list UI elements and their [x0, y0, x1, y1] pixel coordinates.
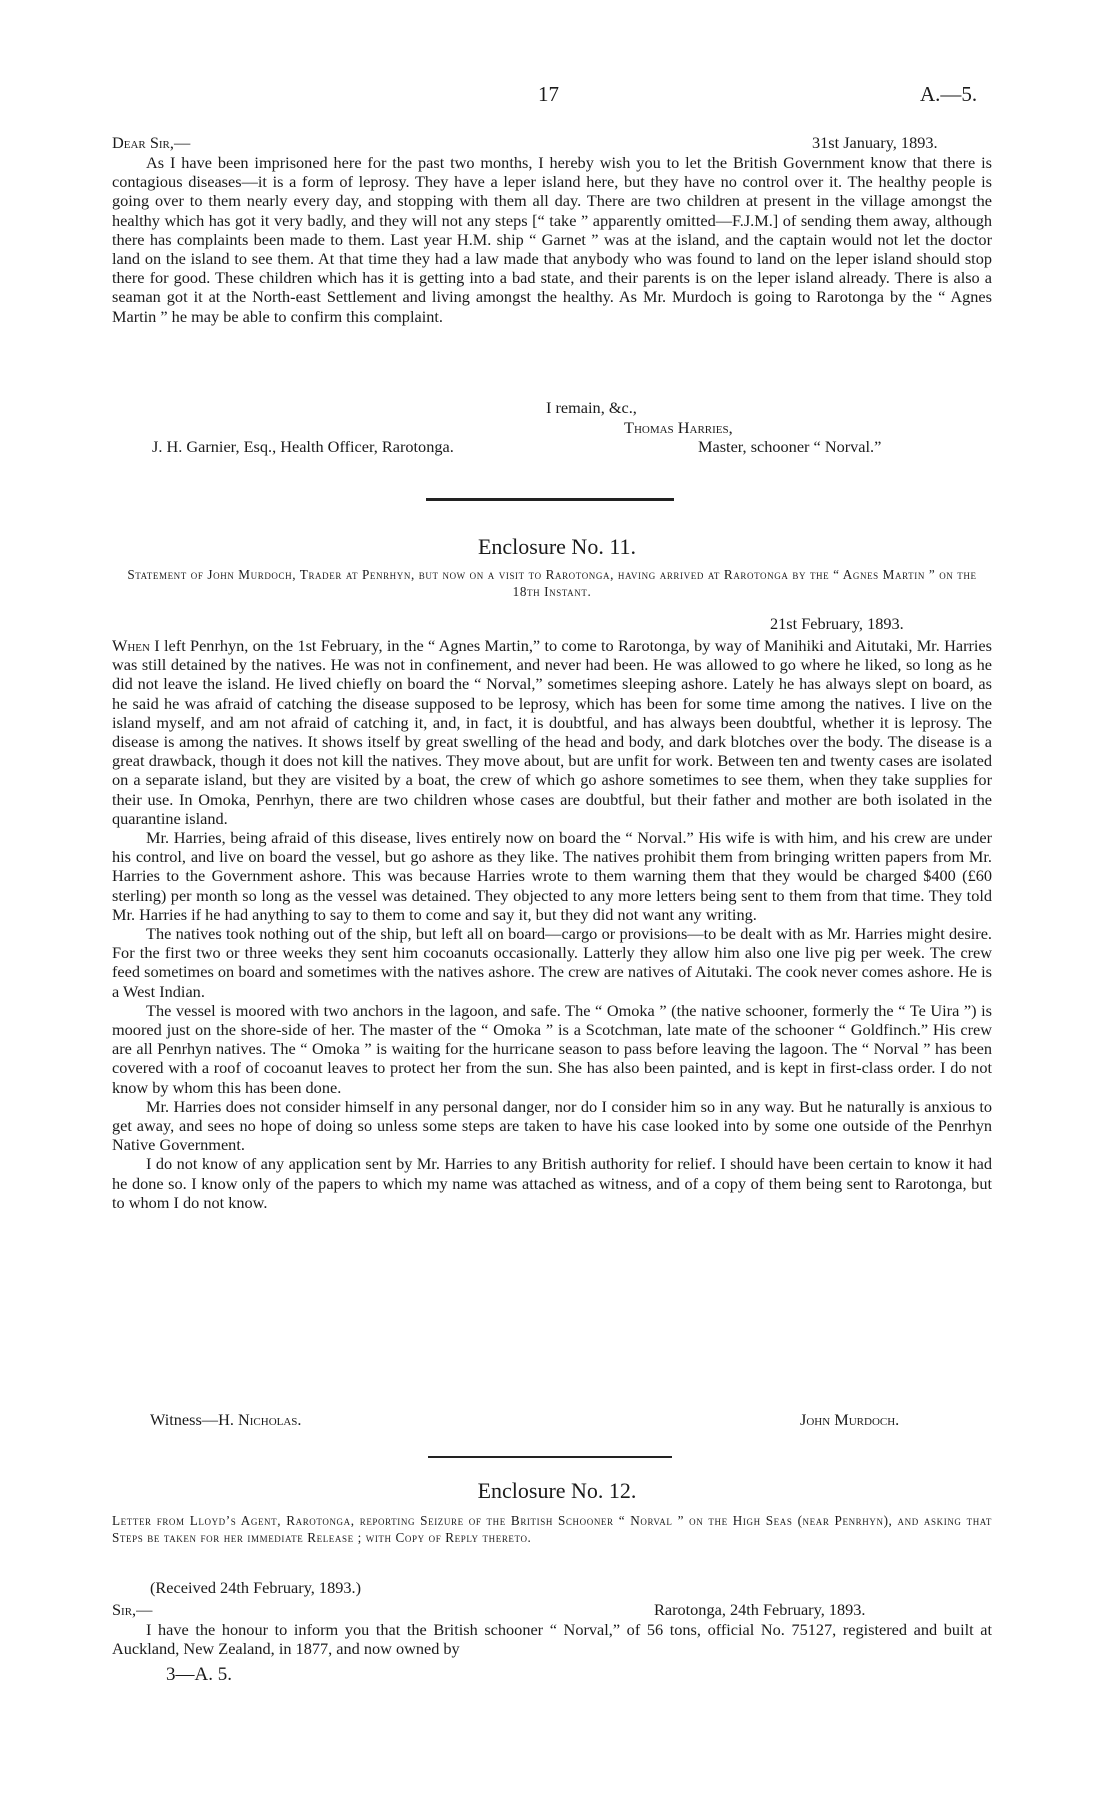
enclosure12-received: (Received 24th February, 1893.) [150, 1578, 361, 1597]
enclosure11-witness [150, 1410, 302, 1430]
letter1-body-block [112, 153, 992, 326]
enclosure12-title: Enclosure No. 12. [477, 1478, 637, 1503]
letter1-closing: I remain, &c., [546, 398, 637, 417]
letter1-salutation: Dear Sir,— [112, 133, 191, 152]
section-divider [426, 498, 674, 501]
section-divider [428, 1456, 672, 1458]
enclosure11-paragraph: The vessel is moored with two anchors in the lagoon, and safe. The “ Omoka ” (the native schooner, formerly the “ Te Uira ”) is moored just on the shore-side of her. The master of the “ Omoka ” is a Scotchman, late mate of the schooner “ Goldfinch.” His crew are all Penrhyn natives. The “ Omoka ” is waiting for the hurricane season to pass before leaving the lagoon. The “ Norval ” has been covered with a roof of cocoanut leaves to protect her from the sun. She has also been painted, and is kept in first-class order. I do not know by whom this has been done. [112, 1000, 992, 1097]
enclosure12-date: Rarotonga, 24th February, 1893. [654, 1600, 866, 1619]
letter1-signature: Thomas Harries, [624, 418, 733, 437]
letter1-signature-title: Master, schooner “ Norval.” [698, 437, 882, 456]
enclosure12-salutation: Sir,— [112, 1600, 153, 1619]
witness-prefix: Witness— [150, 1410, 219, 1429]
enclosure11-signature: John Murdoch. [800, 1410, 900, 1429]
enclosure12-body-block [112, 1620, 992, 1658]
witness-name: H. Nicholas. [218, 1410, 302, 1429]
enclosure11-paragraph-text: I left Penrhyn, on the 1st February, in the “ Agnes Martin,” to come to Rarotonga, by way of Manihiki and Aitutaki, Mr. Harries was still detained by the natives. He was not in confinement, and never had been. He was allowed to go where he liked, so long as he did not leave the island. He lived chiefly on board the “ Norval,” sometimes sleeping ashore. Lately he has always slept on board, as he said he was afraid of catching the disease supposed to be leprosy, which has been for some time among the natives. I live on the island myself, and am not afraid of catching it, and, in fact, it is doubtful, and has always been doubtful, whether it is leprosy. The disease is among the natives. It shows itself by great swelling of the head and body, and dark blotches over the body. The disease is a great drawback, though it does not kill the natives. They move about, but are unfit for work. Between ten and twenty cases are isolated on a separate island, but they are visited by a boat, the crew of which go ashore sometimes to see them, when they take supplies for their use. In Omoka, Penrhyn, there are two children whose cases are doubtful, but their father and mother are both isolated in the quarantine island. [112, 636, 992, 828]
enclosure11-subtitle: Statement of John Murdoch, Trader at Penrhyn, but now on a visit to Rarotonga, having arrived at Rarotonga by the “ Agnes Martin ” on the 18th Instant. [127, 567, 977, 599]
enclosure12-body: I have the honour to inform you that the British schooner “ Norval,” of 56 tons, official No. 75127, registered and built at Auckland, New Zealand, in 1877, and now owned by [112, 1620, 992, 1659]
enclosure11-paragraph: Mr. Harries, being afraid of this disease, lives entirely now on board the “ Norval.” His wife is with him, and his crew are under his control, and live on board the vessel, but go ashore as they like. The natives prohibit them from bringing written papers from Mr. Harries to the Government ashore. This was because Harries wrote to them warning them that they would be charged $400 (£60 sterling) per month so long as the vessel was detained. They objected to any more letters being sent to them from that time. They told Mr. Harries if he had anything to say to them to come and say it, but they did not want any writing. [112, 828, 992, 924]
enclosure11-paragraph: The natives took nothing out of the ship, but left all on board—cargo or provisions—to be dealt with as Mr. Harries might desire. For the first two or three weeks they sent him cocoanuts occasionally. Latterly they allow him also one live pig per week. The crew feed sometimes on board and sometimes with the natives ashore. The crew are natives of Aitutaki. The cook never comes ashore. He is a West Indian. [112, 924, 992, 1001]
enclosure11-date: 21st February, 1893. [770, 614, 904, 633]
enclosure11-lead-word: When [112, 636, 150, 655]
letter1-addressee: J. H. Garnier, Esq., Health Officer, Rarotonga. [152, 437, 454, 456]
letter1-date: 31st January, 1893. [812, 133, 938, 152]
signature-mark: 3—A. 5. [166, 1664, 232, 1685]
letter1-body: As I have been imprisoned here for the past two months, I hereby wish you to let the British Government know that there is contagious diseases—it is a form of leprosy. They have a leper island here, but they have no control over it. The healthy people is going over to them nearly every day, and stopping with them all day. There are two children at present in the village amongst the healthy which has got it very badly, and they will not any steps [“ take ” apparently omitted—F.J.M.] of sending them away, although there has complaints been made to them. Last year H.M. ship “ Garnet ” was at the island, and the captain would not let the doctor land on the island to see them. At that time they had a law made that anybody who was found to land on the leper island should stop there for good. These children which has it is getting into a bad state, and their parents is on the leper island already. There is also a seaman got it at the North-east Settlement and living amongst the healthy. As Mr. Murdoch is going to Rarotonga by the “ Agnes Martin ” he may be able to confirm this complaint. [112, 153, 992, 326]
enclosure11-body [112, 636, 992, 1212]
enclosure11-paragraph: Mr. Harries does not consider himself in any personal danger, nor do I consider him so in any way. But he naturally is anxious to get away, and sees no hope of doing so unless some steps are taken to have his case looked into by some one outside of the Penrhyn Native Government. [112, 1096, 992, 1155]
enclosure12-subtitle: Letter from Lloyd’s Agent, Rarotonga, reporting Seizure of the British Schooner “ Norval ” on the High Seas (near Penrhyn), and asking that Steps be taken for her immediate Release ; with Copy of Reply thereto. [112, 1513, 992, 1545]
page-number: 17 [538, 82, 559, 106]
enclosure11-paragraph: I do not know of any application sent by Mr. Harries to any British authority for relief. I should have been certain to know it had he done so. I know only of the papers to which my name was attached as witness, and of a copy of them being sent to Rarotonga, but to whom I do not know. [112, 1154, 992, 1212]
enclosure11-title: Enclosure No. 11. [477, 534, 637, 559]
enclosure11-paragraph [112, 636, 992, 828]
document-ref: A.—5. [920, 82, 978, 106]
